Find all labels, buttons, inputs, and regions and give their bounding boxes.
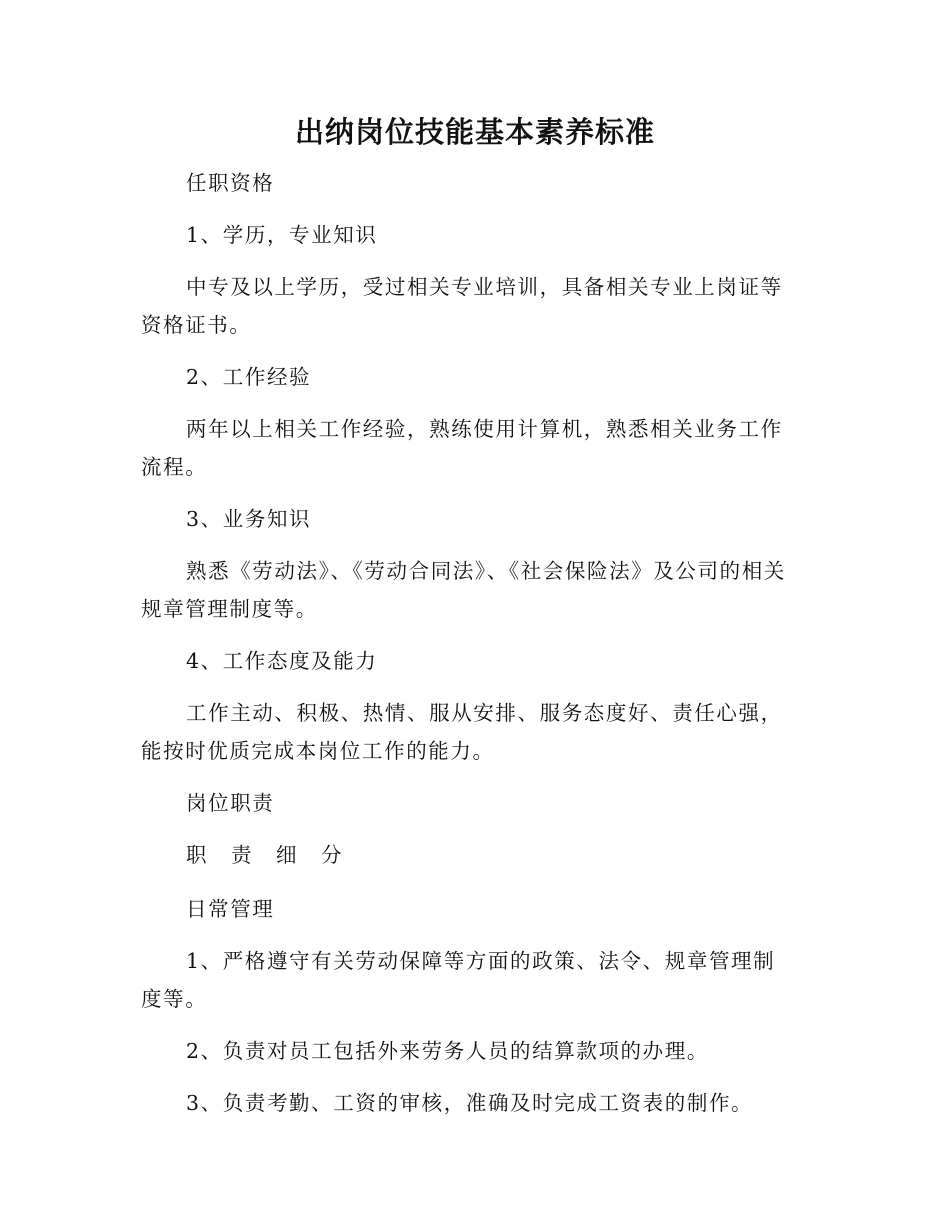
- paragraph-duty-1: 1、严格遵守有关劳动保障等方面的政策、法令、规章管理制度等。: [141, 949, 776, 1011]
- subheading-duty-breakdown: 职 责 细 分: [186, 843, 351, 867]
- section-heading-qualifications: 任职资格: [186, 171, 275, 195]
- item-heading-business-knowledge: 3、业务知识: [186, 507, 312, 531]
- subheading-daily-management: 日常管理: [186, 897, 275, 921]
- paragraph-attitude: 工作主动、积极、热情、服从安排、服务态度好、责任心强，能按时优质完成本岗位工作的能力。: [141, 701, 783, 763]
- paragraph-duty-3: 3、负责考勤、工资的审核，准确及时完成工资表的制作。: [186, 1091, 754, 1115]
- paragraph-business-knowledge: 熟悉《劳动法》、《劳动合同法》、《社会保险法》及公司的相关规章管理制度等。: [141, 559, 786, 621]
- section-heading-duties: 岗位职责: [186, 791, 275, 815]
- paragraph-education: 中专及以上学历，受过相关专业培训，具备相关专业上岗证等资格证书。: [141, 275, 783, 337]
- item-heading-attitude: 4、工作态度及能力: [186, 649, 378, 673]
- document-title: 出纳岗位技能基本素养标准: [294, 115, 655, 149]
- item-heading-education: 1、学历，专业知识: [186, 223, 378, 247]
- paragraph-experience: 两年以上相关工作经验，熟练使用计算机，熟悉相关业务工作流程。: [141, 417, 783, 479]
- paragraph-duty-2: 2、负责对员工包括外来劳务人员的结算款项的办理。: [186, 1039, 709, 1063]
- item-heading-experience: 2、工作经验: [186, 365, 312, 389]
